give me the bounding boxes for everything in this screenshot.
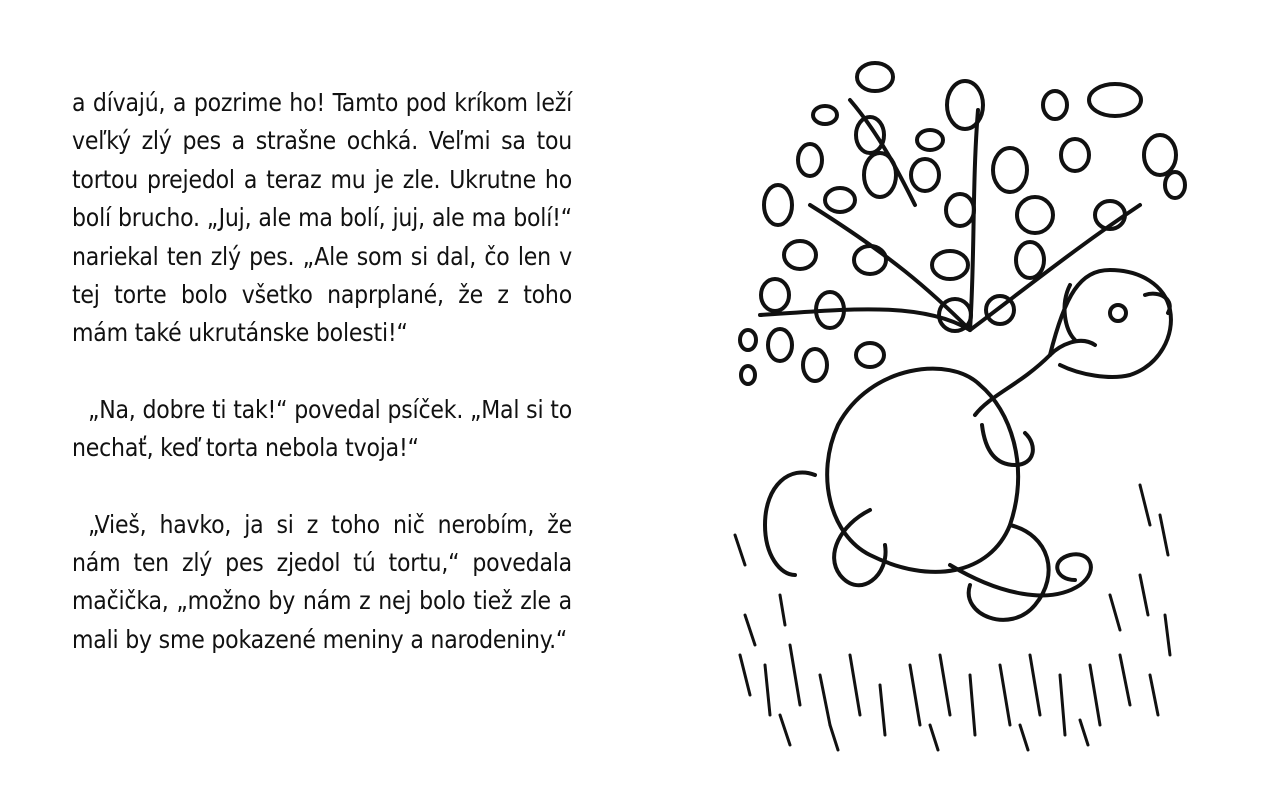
bush-leaves [740,63,1185,384]
paragraph-2: „Na, dobre ti tak!“ povedal psíček. „Mal si to nechať, keď torta nebola tvoja!“ [72,394,572,463]
story-text [72,84,572,659]
dog-under-bush-illustration [720,55,1190,755]
bush-branches [760,100,1140,330]
paragraph-3: „Vieš, havko, ja si z toho nič nerobím, že nám ten zlý pes zjedol tú tortu,“ povedala mačička, „možno by nám z nej bolo tiež zle a mali by sme pokazené meniny a narodeniny.“ [72,509,572,654]
grass-strokes [735,485,1170,750]
paragraph-1: a dívajú, a pozrime ho! Tamto pod kríkom leží veľký zlý pes a strašne ochká. Veľmi sa tou tortou prejedol a teraz mu je zle. Ukrutne ho bolí brucho. „Juj, ale ma bolí, juj, ale ma bolí!“ nariekal ten zlý pes. „Ale som si dal, čo len v tej torte bolo všetko naprplané, že z toho mám také ukrutánske bolesti!“ [72,88,572,348]
